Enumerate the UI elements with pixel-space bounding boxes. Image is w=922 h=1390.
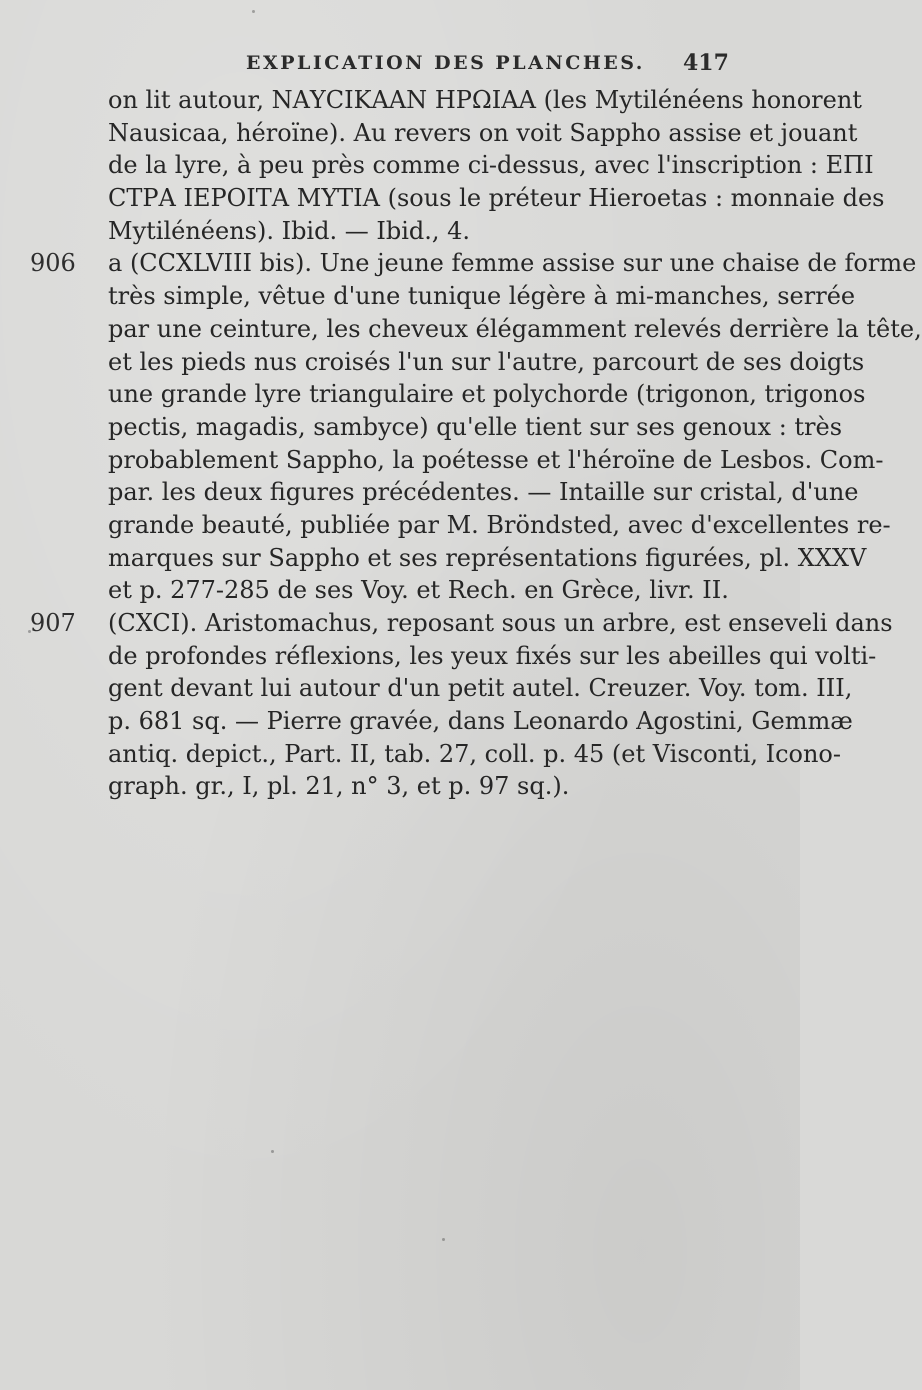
text-line [108,84,862,117]
text-line [108,378,866,411]
text-line [108,182,885,215]
text-line [108,215,740,248]
entry-number-906: 906 [30,249,76,278]
text-line [108,476,859,509]
page-number: 417 [683,50,729,76]
line-text: grande beauté, publiée par M. Bröndsted, avec d'excellentes re- [108,510,891,539]
line-text: et p. 277-285 de ses Voy. et Rech. en Grèce, livr. II. [108,576,729,605]
text-line [108,411,843,444]
line-text: par une ceinture, les cheveux élégamment relevés derrière la tête, [108,314,922,343]
line-text: (CXCI). Aristomachus, reposant sous un arbre, est enseveli dans [108,609,893,637]
entry-number-907: 907 [30,609,76,637]
paper-speck [28,630,31,633]
paper-speck [252,10,255,13]
line-text: Mytilénéens). Ibid. — Ibid., 4. [108,216,471,245]
line-text: a (CCXLVIII bis). Une jeune femme assise sur une chaise de forme [108,249,917,278]
line-text: de la lyre, à peu près comme ci-dessus, avec l'inscription : ΕΠΙ [108,151,874,180]
line-text: et les pieds nus croisés l'un sur l'autre, parcourt de ses doigts [108,347,865,376]
line-text: p. 681 sq. — Pierre gravée, dans Leonardo Agostini, Gemmæ [108,707,853,736]
line-text: une grande lyre triangulaire et polychorde (trigonon, trigonos [108,380,866,409]
text-line [108,444,884,477]
entry-906-first-line [30,247,917,280]
paper-speck [442,1238,445,1241]
text-line [108,574,740,607]
text-line [108,640,877,673]
text-line [108,117,858,150]
text-line [108,509,891,542]
paper-speck [271,1150,274,1153]
text-line [108,346,865,379]
text-line [108,705,853,738]
text-line [108,280,856,313]
line-text: Nausicaa, héroïne). Au revers on voit Sappho assise et jouant [108,118,858,147]
text-line [108,542,867,575]
text-line [108,770,740,803]
running-head [0,52,800,82]
line-text: très simple, vêtue d'une tunique légère à mi-manches, serrée [108,282,856,311]
line-text: de profondes réflexions, les yeux fixés sur les abeilles qui volti- [108,641,877,670]
line-text: graph. gr., I, pl. 21, n° 3, et p. 97 sq.). [108,772,570,801]
line-text: on lit autour, ΝΑΥCΙΚΑΑΝ ΗΡΩΙΑΑ (les Mytilénéens honorent [108,86,862,114]
text-line [108,149,874,182]
text-line [108,313,922,346]
text-line [108,738,841,771]
line-text: par. les deux figures précédentes. — Intaille sur cristal, d'une [108,478,859,507]
line-text: antiq. depict., Part. II, tab. 27, coll. p. 45 (et Visconti, Icono- [108,739,841,768]
line-text: probablement Sappho, la poétesse et l'héroïne de Lesbos. Com- [108,445,884,474]
entry-907-first-line [30,607,893,640]
text-line [108,672,853,705]
running-head-title: EXPLICATION DES PLANCHES. [246,52,645,74]
body-text [30,84,922,803]
line-text: gent devant lui autour d'un petit autel. Creuzer. Voy. tom. III, [108,674,853,703]
line-text: CΤΡΑ ΙΕΡΟΙΤΑ ΜΥΤΙΑ (sous le préteur Hieroetas : monnaie des [108,184,885,213]
line-text: marques sur Sappho et ses représentations figurées, pl. XXXV [108,543,867,572]
line-text: pectis, magadis, sambyce) qu'elle tient sur ses genoux : très [108,412,843,441]
